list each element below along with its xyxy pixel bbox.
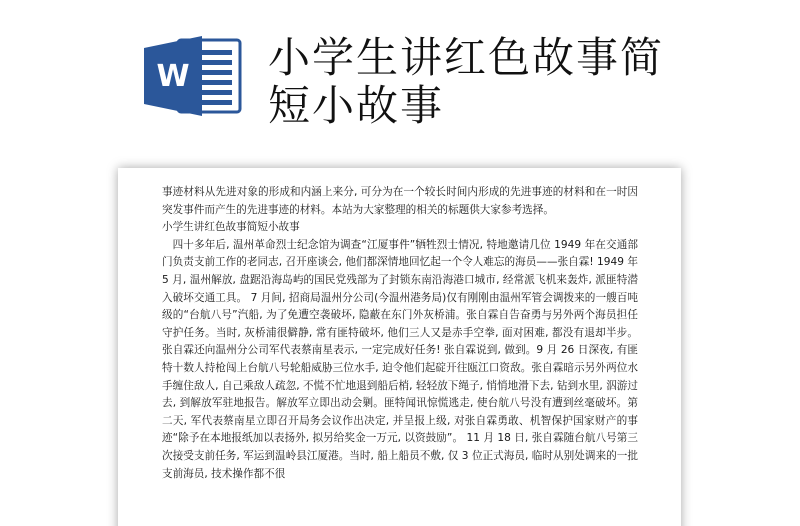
document-page [118, 168, 681, 526]
page-title: 小学生讲红色故事简短小故事 [268, 33, 665, 130]
document-body [162, 184, 638, 483]
intro-paragraph: 事迹材料从先进对象的形成和内涵上来分, 可分为在一个较长时间内形成的先进事迹的材料和在一时因突发事件而产生的先进事迹的材料。本站为大家整理的相关的标题供大家参考选择。 [162, 186, 638, 216]
word-document-icon [140, 36, 244, 116]
section-heading: 小学生讲红色故事简短小故事 [162, 221, 300, 234]
story-paragraph: 四十多年后, 温州革命烈士纪念馆为调查“江厦事件”牺牲烈士情况, 特地邀请几位 1949 年在交通部门负责支前工作的老同志, 召开座谈会, 他们都深情地回忆起一个令人难忘的海员——张自霖! 1949 年 5 月, 温州解放, 盘踞沿海岛屿的国民党残部为了封锁东南沿海港口城市, 经常派飞机来轰炸, 派匪特潜入破坏交通工具。 7 月间, 招商局温州分公司(今温州港务局)仅有刚刚由温州军管会调拨来的一艘百吨级的“台航八号”汽船, 为了免遭空袭破坏, 隐蔽在东门外灰桥浦。张自霖自告奋勇与另外两个海员担任守护任务。当时, 灰桥浦很僻静, 常有匪特破坏, 他们三人又是赤手空拳, 面对困难, 都没有退却半步。张自霖还向温州分公司军代表蔡南星表示, 一定完成好任务! 张自霖说到, 做到。9 月 26 日深夜, 有匪特十数人持枪闯上台航八号轮船威胁三位水手, 迫令他们起碇开往瓯江口资敌。张自霖暗示另外两位水手缠住敌人, 自己乘敌人疏忽, 不慌不忙地退到船后梢, 轻轻放下绳子, 悄悄地滑下去, 钻到水里, 泅游过去, 到解放军驻地报告。解放军立即出动会剿。匪特闻讯惊慌逃走, 使台航八号没有遭到丝毫破坏。第二天, 军代表蔡南星立即召开局务会议作出决定, 并呈报上级, 对张自霖勇敢、机智保护国家财产的事迹“除予在本地报纸加以表扬外, 拟另给奖金一万元, 以资鼓励”。 11 月 18 日, 张自霖随台航八号第三次接受支前任务, 军运到温岭县江厦港。当时, 船上船员不敷, 仅 3 位正式海员, 临时从别处调来的一批支前海员, 技术操作都不很 [162, 238, 638, 480]
word-icon-letter: W [156, 59, 190, 94]
